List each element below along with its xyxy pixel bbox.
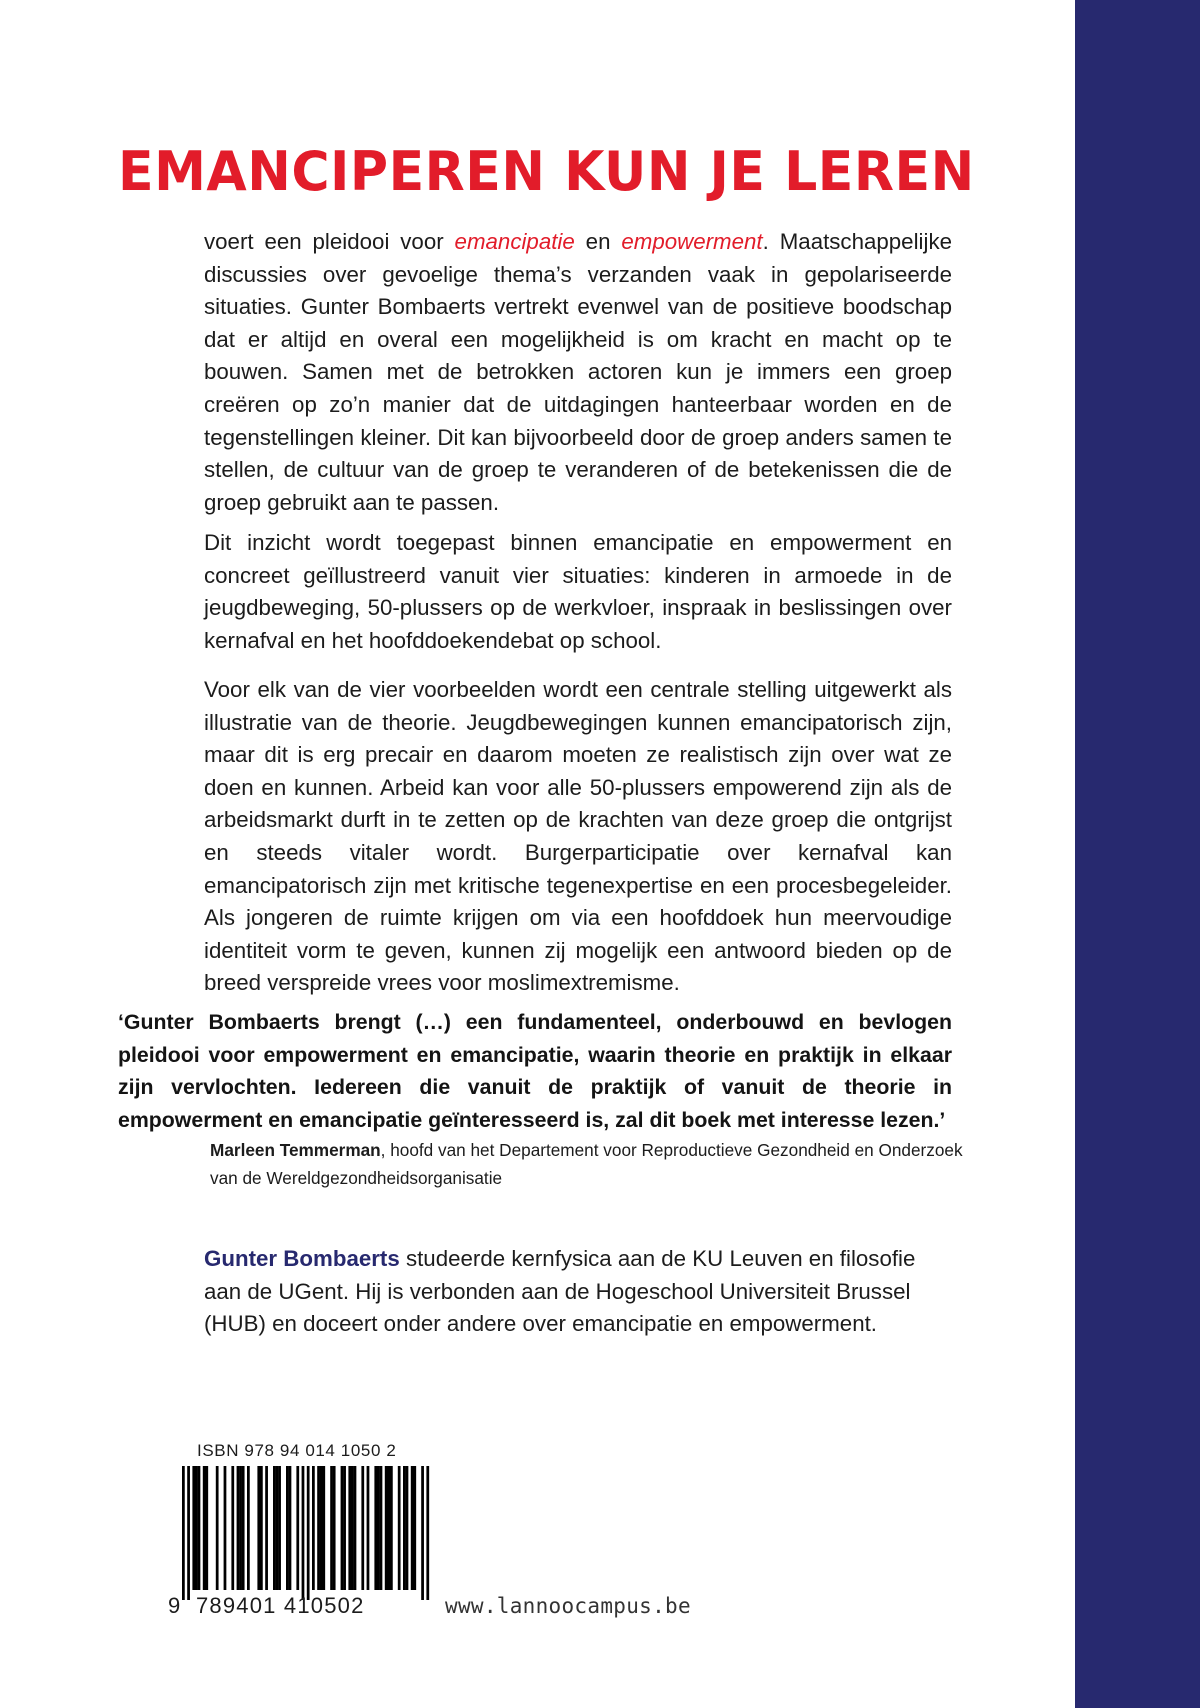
barcode-bar: [198, 1466, 201, 1590]
book-title: EMANCIPEREN KUN JE LEREN: [118, 140, 975, 203]
emphasis-empowerment: empowerment: [621, 229, 763, 254]
barcode-bar: [333, 1466, 336, 1590]
author-bio: [204, 1243, 952, 1341]
barcode-bar: [231, 1466, 234, 1590]
barcode-bar: [398, 1466, 401, 1590]
barcode-bar: [367, 1466, 370, 1590]
barcode-bar: [247, 1466, 250, 1590]
barcode-bar: [421, 1466, 424, 1600]
endorsement-quote: ‘Gunter Bombaerts brengt (…) een fundamenteel, onderbouwd en bevlogen pleidooi voor empowerment en emancipatie, waarin theorie en praktijk in elkaar zijn vervlochten. Iedereen die vanuit de praktijk of vanuit de theorie in empowerment en emancipatie geïnteresseerd is, zal dit boek met interesse lezen.’: [118, 1010, 952, 1132]
barcode-bar: [380, 1466, 383, 1590]
barcode: [168, 1466, 430, 1606]
quote-author-name: Marleen Temmerman: [210, 1140, 381, 1160]
barcode-bar: [242, 1466, 245, 1590]
barcode-bar: [205, 1466, 208, 1590]
quote-author-role: , hoofd van het Departement voor Reproductieve Gezondheid en Onderzoek van de Wereldgezondheidsorganisatie: [210, 1140, 963, 1188]
barcode-bar: [182, 1466, 185, 1600]
barcode-bar: [411, 1466, 414, 1590]
barcode-bar: [351, 1466, 354, 1590]
barcode-bar: [330, 1466, 333, 1590]
barcode-bar: [322, 1466, 325, 1590]
barcode-bar: [390, 1466, 393, 1590]
isbn-label: ISBN 978 94 014 1050 2: [197, 1441, 397, 1460]
barcode-bar: [374, 1466, 377, 1590]
blurb-paragraph-2: Dit inzicht wordt toegepast binnen emancipatie en empowerment en concreet geïllustreerd vanuit vier situaties: kinderen in armoede in de jeugdbeweging, 50-plussers op de werkvloer, inspraak in beslissingen over kernafval en het hoofddoekendebat op school.: [204, 530, 952, 653]
barcode-bar: [403, 1466, 406, 1590]
barcode-bar: [224, 1466, 227, 1590]
barcode-bar: [289, 1466, 292, 1590]
barcode-bar: [312, 1466, 315, 1590]
barcode-bar: [187, 1466, 190, 1600]
barcode-bar: [426, 1466, 429, 1600]
barcode-bar: [278, 1466, 281, 1590]
barcode-digits: 789401 410502: [196, 1593, 365, 1618]
barcode-bar: [354, 1466, 357, 1590]
barcode-bar: [195, 1466, 198, 1590]
emphasis-emancipatie: emancipatie: [454, 229, 575, 254]
barcode-bar: [413, 1466, 416, 1590]
barcode-bar: [387, 1466, 390, 1590]
barcode-bar: [237, 1466, 240, 1590]
blurb-text: en: [574, 229, 622, 254]
barcode-bar: [257, 1466, 260, 1590]
barcode-bar: [348, 1466, 351, 1590]
blurb-paragraph-1: [204, 226, 952, 519]
barcode-bar: [377, 1466, 380, 1590]
blurb-text: . Maatschappelijke discussies over gevoelige thema’s verzanden vaak in gepolariseerde situaties. Gunter Bombaerts vertrekt evenwel van de positieve boodschap dat er altijd en overal een mogelijkheid is om kracht en macht op te bouwen. Samen met de betrokken actoren kun je immers een groep creëren op zo’n manier dat de uitdagingen hanteerbaar worden en de tegenstellingen kleiner. Dit kan bijvoorbeeld door de groep anders samen te stellen, de cultuur van de groep te veranderen of de betekenissen die de groep gebruikt aan te passen.: [204, 229, 952, 515]
author-name: Gunter Bombaerts: [204, 1246, 400, 1271]
barcode-bar: [361, 1466, 364, 1590]
barcode-graphic: [168, 1466, 430, 1606]
quote-attribution: [210, 1136, 970, 1192]
blurb-text: voert een pleidooi voor: [204, 229, 455, 254]
barcode-bar: [317, 1466, 320, 1590]
barcode-bar: [192, 1466, 195, 1590]
author-bio-text: studeerde kernfysica aan de KU Leuven en filosofie aan de UGent. Hij is verbonden aan de Hogeschool Universiteit Brussel (HUB) en doceert onder andere over emancipatie en empowerment.: [204, 1246, 916, 1336]
barcode-bar: [307, 1466, 310, 1600]
barcode-bar: [406, 1466, 409, 1590]
barcode-bar: [320, 1466, 323, 1590]
publisher-website: www.lannoocampus.be: [445, 1594, 691, 1618]
barcode-lead-digit: 9: [168, 1593, 181, 1618]
barcode-bar: [273, 1466, 276, 1590]
barcode-bar: [260, 1466, 263, 1590]
barcode-bar: [216, 1466, 219, 1590]
barcode-bar: [239, 1466, 242, 1590]
blue-spine-band: [1075, 0, 1200, 1708]
barcode-bar: [385, 1466, 388, 1590]
barcode-bar: [341, 1466, 344, 1590]
barcode-bar: [286, 1466, 289, 1590]
barcode-bar: [265, 1466, 268, 1590]
blurb-paragraph-3: Voor elk van de vier voorbeelden wordt een centrale stelling uitgewerkt als illustratie van de theorie. Jeugdbewegingen kunnen emancipatorisch zijn, maar dit is erg precair en daarom moeten ze realistisch zijn over wat ze doen en kunnen. Arbeid kan voor alle 50-plussers empowerend zijn als de arbeidsmarkt durft in te zetten op de krachten van deze groep die ontgrijst en steeds vitaler wordt. Burgerparticipatie over kernafval kan emancipatorisch zijn met kritische tegenexpertise en een procesbegeleider. Als jongeren de ruimte krijgen om via een hoofddoek hun meervoudige identiteit vorm te geven, kunnen zij mogelijk een antwoord bieden op de breed verspreide vrees voor moslimextremisme.: [204, 677, 952, 996]
barcode-bar: [276, 1466, 279, 1590]
barcode-bar: [296, 1466, 299, 1590]
barcode-bar: [203, 1466, 206, 1590]
barcode-bar: [343, 1466, 346, 1590]
barcode-bar: [302, 1466, 305, 1600]
